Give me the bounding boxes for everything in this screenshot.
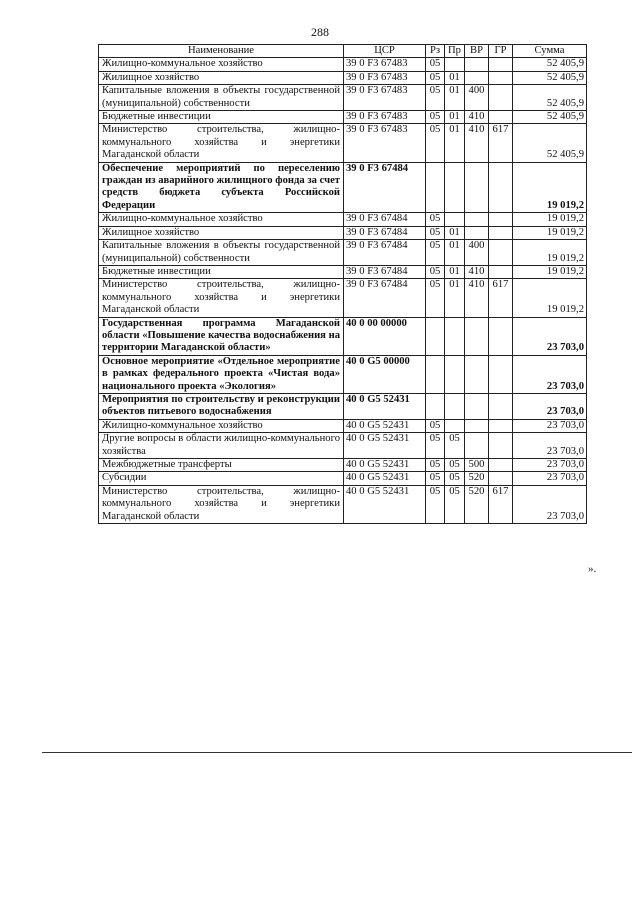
row-rz xyxy=(426,393,445,419)
row-gr xyxy=(489,459,513,472)
row-gr: 617 xyxy=(489,279,513,317)
table-row xyxy=(99,162,587,213)
header-vr: ВР xyxy=(465,45,489,58)
row-pr xyxy=(445,213,465,226)
table-header-row xyxy=(99,45,587,58)
table-row xyxy=(99,279,587,317)
row-sum: 23 703,0 xyxy=(513,355,587,393)
closing-quote: ». xyxy=(588,563,597,575)
row-csr: 39 0 F3 67484 xyxy=(344,265,426,278)
row-vr xyxy=(465,433,489,459)
row-csr: 39 0 F3 67484 xyxy=(344,213,426,226)
row-rz: 05 xyxy=(426,419,445,432)
row-sum: 19 019,2 xyxy=(513,226,587,239)
row-rz: 05 xyxy=(426,485,445,523)
row-gr xyxy=(489,419,513,432)
row-pr: 05 xyxy=(445,472,465,485)
header-gr: ГР xyxy=(489,45,513,58)
table-row xyxy=(99,459,587,472)
row-name: Межбюджетные трансферты xyxy=(99,459,344,472)
row-csr: 40 0 00 00000 xyxy=(344,317,426,355)
row-pr xyxy=(445,317,465,355)
row-vr xyxy=(465,355,489,393)
row-csr: 39 0 F3 67484 xyxy=(344,240,426,266)
row-pr xyxy=(445,355,465,393)
row-rz xyxy=(426,355,445,393)
row-vr: 520 xyxy=(465,472,489,485)
row-sum: 23 703,0 xyxy=(513,472,587,485)
row-sum: 52 405,9 xyxy=(513,71,587,84)
row-vr: 400 xyxy=(465,85,489,111)
row-pr: 01 xyxy=(445,85,465,111)
header-name: Наименование xyxy=(99,45,344,58)
row-rz: 05 xyxy=(426,226,445,239)
row-csr: 39 0 F3 67484 xyxy=(344,226,426,239)
row-vr xyxy=(465,317,489,355)
row-pr: 01 xyxy=(445,111,465,124)
row-gr xyxy=(489,162,513,213)
row-rz: 05 xyxy=(426,111,445,124)
row-name: Министерство строительства, жилищно-коммунального хозяйства и энергетики Магаданской области xyxy=(99,485,344,523)
row-name: Государственная программа Магаданской области «Повышение качества водоснабжения на территории Магаданской области» xyxy=(99,317,344,355)
row-gr xyxy=(489,111,513,124)
row-csr: 40 0 G5 00000 xyxy=(344,355,426,393)
row-rz: 05 xyxy=(426,240,445,266)
row-name: Жилищно-коммунальное хозяйство xyxy=(99,213,344,226)
row-sum: 19 019,2 xyxy=(513,265,587,278)
row-gr xyxy=(489,58,513,71)
row-pr xyxy=(445,162,465,213)
row-vr: 520 xyxy=(465,485,489,523)
row-name: Жилищное хозяйство xyxy=(99,71,344,84)
row-gr xyxy=(489,71,513,84)
row-name: Жилищно-коммунальное хозяйство xyxy=(99,58,344,71)
row-gr xyxy=(489,265,513,278)
table-row xyxy=(99,419,587,432)
row-pr: 01 xyxy=(445,124,465,162)
row-gr: 617 xyxy=(489,124,513,162)
row-gr xyxy=(489,213,513,226)
row-csr: 39 0 F3 67483 xyxy=(344,58,426,71)
row-sum: 52 405,9 xyxy=(513,124,587,162)
table-row xyxy=(99,85,587,111)
row-rz: 05 xyxy=(426,124,445,162)
row-pr xyxy=(445,58,465,71)
row-csr: 40 0 G5 52431 xyxy=(344,472,426,485)
row-pr: 01 xyxy=(445,226,465,239)
row-pr: 01 xyxy=(445,240,465,266)
table-row xyxy=(99,265,587,278)
row-name: Капитальные вложения в объекты государственной (муниципальной) собственности xyxy=(99,85,344,111)
row-name: Обеспечение мероприятий по переселению граждан из аварийного жилищного фонда за счет средств бюджета субъекта Российской Федерации xyxy=(99,162,344,213)
row-csr: 40 0 G5 52431 xyxy=(344,433,426,459)
table-row xyxy=(99,58,587,71)
row-csr: 40 0 G5 52431 xyxy=(344,485,426,523)
row-rz: 05 xyxy=(426,459,445,472)
row-name: Министерство строительства, жилищно-коммунального хозяйства и энергетики Магаданской области xyxy=(99,124,344,162)
row-vr xyxy=(465,226,489,239)
row-rz: 05 xyxy=(426,265,445,278)
row-vr xyxy=(465,162,489,213)
row-rz xyxy=(426,317,445,355)
row-sum: 19 019,2 xyxy=(513,162,587,213)
table-row xyxy=(99,226,587,239)
header-csr: ЦСР xyxy=(344,45,426,58)
row-vr: 400 xyxy=(465,240,489,266)
row-csr: 39 0 F3 67483 xyxy=(344,124,426,162)
header-sum: Сумма xyxy=(513,45,587,58)
row-csr: 39 0 F3 67483 xyxy=(344,85,426,111)
table-row xyxy=(99,111,587,124)
row-rz: 05 xyxy=(426,58,445,71)
row-vr xyxy=(465,393,489,419)
row-pr: 01 xyxy=(445,279,465,317)
row-name: Основное мероприятие «Отдельное мероприятие в рамках федерального проекта «Чистая вода» национального проекта «Экология» xyxy=(99,355,344,393)
row-vr: 500 xyxy=(465,459,489,472)
row-rz: 05 xyxy=(426,279,445,317)
row-pr: 01 xyxy=(445,71,465,84)
row-name: Субсидии xyxy=(99,472,344,485)
row-vr xyxy=(465,213,489,226)
row-sum: 23 703,0 xyxy=(513,317,587,355)
row-sum: 52 405,9 xyxy=(513,58,587,71)
row-vr: 410 xyxy=(465,124,489,162)
row-name: Мероприятия по строительству и реконструкции объектов питьевого водоснабжения xyxy=(99,393,344,419)
row-sum: 23 703,0 xyxy=(513,485,587,523)
row-pr: 01 xyxy=(445,265,465,278)
row-pr xyxy=(445,393,465,419)
row-pr: 05 xyxy=(445,485,465,523)
budget-table xyxy=(98,44,587,524)
row-sum: 52 405,9 xyxy=(513,111,587,124)
row-vr xyxy=(465,58,489,71)
row-csr: 40 0 G5 52431 xyxy=(344,459,426,472)
row-pr xyxy=(445,419,465,432)
header-pr: Пр xyxy=(445,45,465,58)
row-rz: 05 xyxy=(426,433,445,459)
row-csr: 40 0 G5 52431 xyxy=(344,393,426,419)
header-rz: Рз xyxy=(426,45,445,58)
row-gr xyxy=(489,85,513,111)
row-vr xyxy=(465,419,489,432)
row-name: Бюджетные инвестиции xyxy=(99,111,344,124)
row-rz: 05 xyxy=(426,85,445,111)
row-sum: 23 703,0 xyxy=(513,419,587,432)
row-vr: 410 xyxy=(465,111,489,124)
row-gr: 617 xyxy=(489,485,513,523)
row-gr xyxy=(489,355,513,393)
row-pr: 05 xyxy=(445,459,465,472)
table-row xyxy=(99,393,587,419)
row-name: Другие вопросы в области жилищно-коммунального хозяйства xyxy=(99,433,344,459)
row-rz: 05 xyxy=(426,472,445,485)
table-row xyxy=(99,124,587,162)
table-row xyxy=(99,433,587,459)
row-csr: 40 0 G5 52431 xyxy=(344,419,426,432)
row-name: Жилищное хозяйство xyxy=(99,226,344,239)
table-body xyxy=(99,58,587,524)
table-row xyxy=(99,240,587,266)
bottom-rule xyxy=(42,752,632,753)
row-rz: 05 xyxy=(426,213,445,226)
row-name: Бюджетные инвестиции xyxy=(99,265,344,278)
row-csr: 39 0 F3 67484 xyxy=(344,279,426,317)
row-csr: 39 0 F3 67484 xyxy=(344,162,426,213)
row-gr xyxy=(489,472,513,485)
row-gr xyxy=(489,317,513,355)
row-sum: 23 703,0 xyxy=(513,393,587,419)
row-csr: 39 0 F3 67483 xyxy=(344,111,426,124)
table-row xyxy=(99,472,587,485)
table-row xyxy=(99,71,587,84)
table-row xyxy=(99,213,587,226)
row-sum: 19 019,2 xyxy=(513,240,587,266)
row-sum: 19 019,2 xyxy=(513,213,587,226)
row-name: Жилищно-коммунальное хозяйство xyxy=(99,419,344,432)
row-rz xyxy=(426,162,445,213)
table-row xyxy=(99,317,587,355)
row-gr xyxy=(489,433,513,459)
row-sum: 23 703,0 xyxy=(513,433,587,459)
row-gr xyxy=(489,393,513,419)
row-vr: 410 xyxy=(465,265,489,278)
table-row xyxy=(99,485,587,523)
row-sum: 52 405,9 xyxy=(513,85,587,111)
page-number: 288 xyxy=(311,25,329,39)
row-csr: 39 0 F3 67483 xyxy=(344,71,426,84)
row-gr xyxy=(489,240,513,266)
row-vr xyxy=(465,71,489,84)
row-name: Министерство строительства, жилищно-коммунального хозяйства и энергетики Магаданской области xyxy=(99,279,344,317)
row-name: Капитальные вложения в объекты государственной (муниципальной) собственности xyxy=(99,240,344,266)
row-pr: 05 xyxy=(445,433,465,459)
table-row xyxy=(99,355,587,393)
row-sum: 19 019,2 xyxy=(513,279,587,317)
row-sum: 23 703,0 xyxy=(513,459,587,472)
row-gr xyxy=(489,226,513,239)
row-rz: 05 xyxy=(426,71,445,84)
row-vr: 410 xyxy=(465,279,489,317)
